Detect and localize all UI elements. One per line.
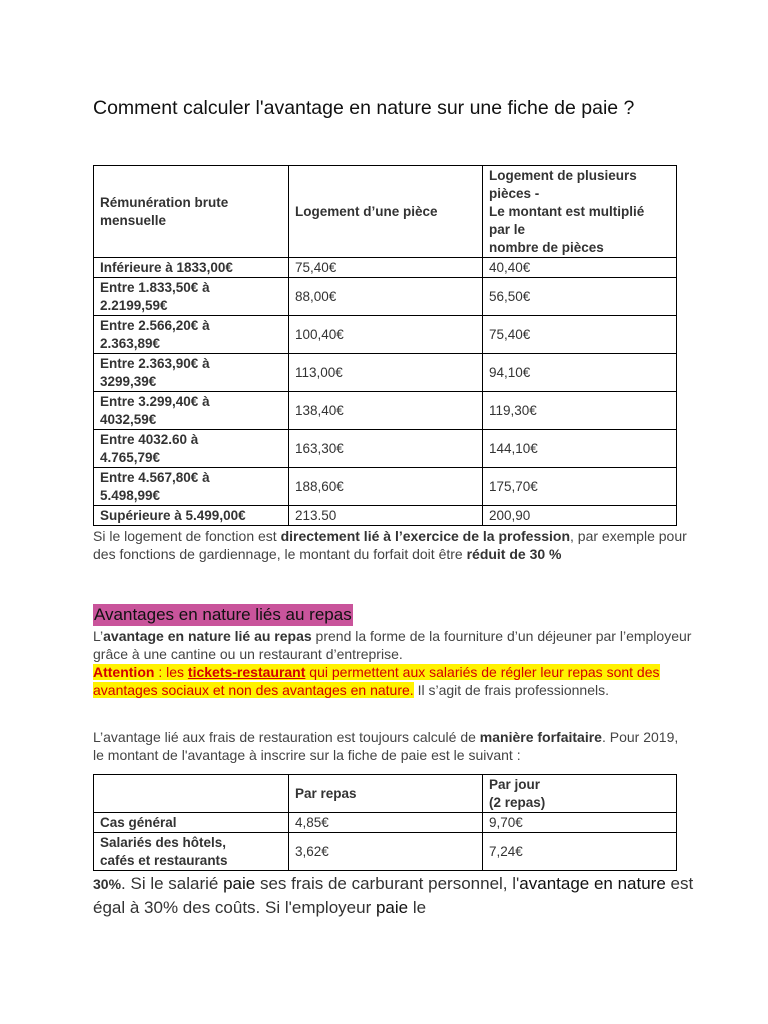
- table-row: [94, 278, 677, 316]
- value-cell: 213.50: [289, 506, 483, 526]
- value-cell: 75,40€: [289, 258, 483, 278]
- tickets-restaurant-link[interactable]: tickets-restaurant: [187, 664, 306, 680]
- cell-text-line: 2.2199,59€: [100, 297, 168, 313]
- cell-text-line: nombre de pièces: [489, 239, 604, 255]
- cell-text-line: 4.765,79€: [100, 449, 161, 465]
- value-cell: 56,50€: [483, 278, 677, 316]
- value-cell: 119,30€: [483, 392, 677, 430]
- row-label-cell: [94, 833, 289, 871]
- row-label-cell: [94, 392, 289, 430]
- value-cell: 175,70€: [483, 468, 677, 506]
- table-row: [94, 258, 677, 278]
- value-cell: 3,62€: [289, 833, 483, 871]
- cell-text-line: cafés et restaurants: [100, 852, 228, 868]
- meal-benefit-table: [93, 774, 677, 871]
- housing-note: Si le logement de fonction est directement lié à l’exercice de la profession, par exemple pour des fonctions de gardiennage, le montant du forfait doit être réduit de 30 %: [93, 528, 687, 562]
- cell-text-line: Le montant est multiplié: [489, 203, 645, 219]
- table-row: [94, 833, 677, 871]
- value-cell: 138,40€: [289, 392, 483, 430]
- column-header: [483, 166, 677, 258]
- value-cell: 94,10€: [483, 354, 677, 392]
- cell-text-line: Par jour: [489, 776, 541, 792]
- row-label-cell: [94, 278, 289, 316]
- cell-text-line: Cas général: [100, 814, 177, 830]
- cell-text-line: 4032,59€: [100, 411, 157, 427]
- value-cell: 7,24€: [483, 833, 677, 871]
- value-cell: 200,90: [483, 506, 677, 526]
- cell-text-line: par le: [489, 221, 526, 237]
- meal-benefit-paragraph: L’avantage en nature lié au repas prend la forme de la fourniture d’un déjeuner par l’employeur grâce à une cantine ou un restaurant d’entreprise. Attention : les tickets-restaurant qui permettent aux salariés de régler leur repas sont des avantages sociaux et non des avantages en nature. Il s’agit de frais professionnels.: [93, 628, 692, 698]
- row-label-cell: [94, 430, 289, 468]
- page-title: Comment calculer l'avantage en nature sur une fiche de paie ?: [93, 97, 635, 119]
- housing-benefit-table: [93, 165, 677, 526]
- table-row: [94, 354, 677, 392]
- table-row: [94, 468, 677, 506]
- cell-text-line: Entre 3.299,40€ à: [100, 393, 210, 409]
- value-cell: 88,00€: [289, 278, 483, 316]
- value-cell: 188,60€: [289, 468, 483, 506]
- cell-text-line: Logement de plusieurs: [489, 167, 637, 183]
- row-label-cell: [94, 258, 289, 278]
- column-header: Logement d’une pièce: [289, 166, 483, 258]
- value-cell: 4,85€: [289, 813, 483, 833]
- cell-text-line: Entre 4032.60 à: [100, 431, 199, 447]
- row-label-cell: [94, 468, 289, 506]
- table-row: [94, 392, 677, 430]
- cell-text-line: (2 repas): [489, 794, 546, 810]
- value-cell: 144,10€: [483, 430, 677, 468]
- row-label-cell: [94, 813, 289, 833]
- column-header: Par repas: [289, 775, 483, 813]
- cell-text-line: Entre 2.566,20€ à: [100, 317, 210, 333]
- cell-text-line: Salariés des hôtels,: [100, 834, 227, 850]
- fuel-benefit-paragraph: 30%. Si le salarié paie ses frais de carburant personnel, l'avantage en nature est égal à 30% des coûts. Si l'employeur paie le: [93, 874, 694, 917]
- meal-calculation-paragraph: L’avantage lié aux frais de restauration est toujours calculé de manière forfaitaire. Pour 2019, le montant de l'avantage à inscrire sur la fiche de paie est le suivant :: [93, 729, 679, 763]
- table-row: [94, 430, 677, 468]
- value-cell: 40,40€: [483, 258, 677, 278]
- attention-highlight: Attention : les tickets-restaurant qui permettent aux salariés de régler leur repas sont des avantages sociaux et non des avantages en nature.: [93, 664, 660, 698]
- value-cell: 113,00€: [289, 354, 483, 392]
- cell-text-line: 2.363,89€: [100, 335, 161, 351]
- value-cell: 75,40€: [483, 316, 677, 354]
- row-label-cell: [94, 354, 289, 392]
- row-label-cell: [94, 316, 289, 354]
- table-header-row: [94, 775, 677, 813]
- cell-text-line: Entre 1.833,50€ à: [100, 279, 210, 295]
- cell-text-line: Entre 2.363,90€ à: [100, 355, 210, 371]
- cell-text-line: 3299,39€: [100, 373, 157, 389]
- table-row: [94, 813, 677, 833]
- column-header: [94, 775, 289, 813]
- section-heading: Avantages en nature liés au repas: [94, 605, 352, 624]
- column-header: Rémunération brute mensuelle: [94, 166, 289, 258]
- cell-text-line: Inférieure à 1833,00€: [100, 259, 233, 275]
- cell-text-line: 5.498,99€: [100, 487, 161, 503]
- cell-text-line: Supérieure à 5.499,00€: [100, 507, 246, 523]
- column-header: [483, 775, 677, 813]
- value-cell: 100,40€: [289, 316, 483, 354]
- cell-text-line: Entre 4.567,80€ à: [100, 469, 210, 485]
- table-row: [94, 506, 677, 526]
- value-cell: 163,30€: [289, 430, 483, 468]
- table-row: [94, 316, 677, 354]
- table-header-row: [94, 166, 677, 258]
- row-label-cell: [94, 506, 289, 526]
- cell-text-line: pièces -: [489, 185, 540, 201]
- value-cell: 9,70€: [483, 813, 677, 833]
